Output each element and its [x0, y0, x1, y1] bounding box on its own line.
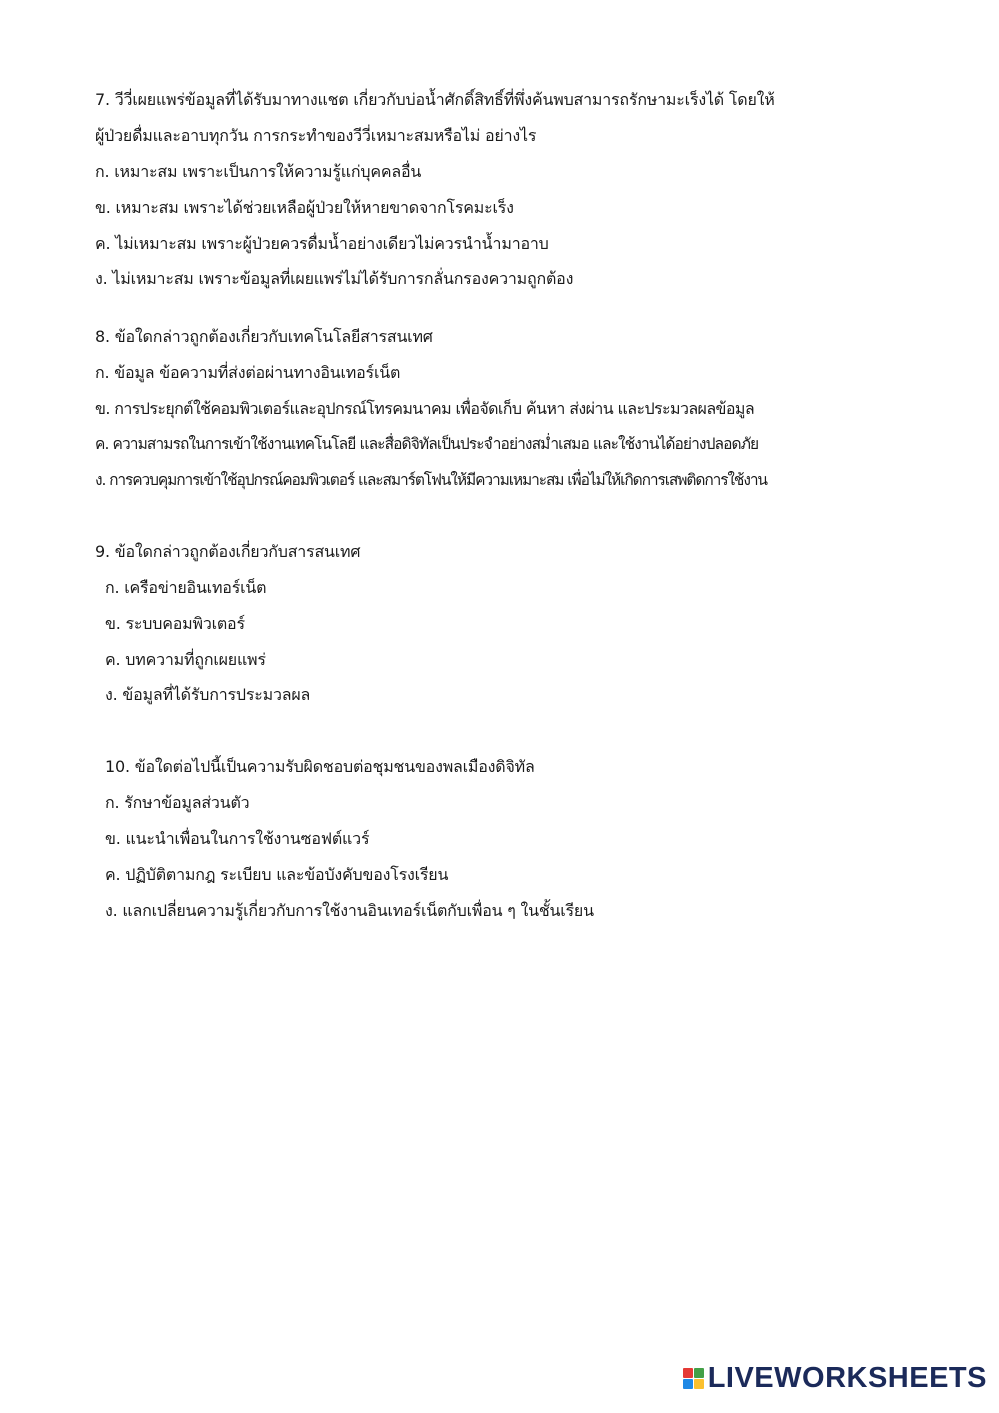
q9-option-d: ง. ข้อมูลที่ได้รับการประมวลผล	[105, 685, 311, 704]
q7-option-d: ง. ไม่เหมาะสม เพราะข้อมูลที่เผยแพร่ไม่ได้รับการกลั่นกรองความถูกต้อง	[95, 269, 574, 288]
q8-option-c: ค. ความสามรถในการเข้าใช้งานเทคโนโลยี และสื่อดิจิทัลเป็นประจำอย่างสม่ำเสมอ และใช้งานได้อย่างปลอดภัย	[95, 435, 759, 453]
q9-option-c: ค. บทความที่ถูกเผยแพร่	[105, 650, 266, 669]
q10-stem: 10. ข้อใดต่อไปนี้เป็นความรับผิดชอบต่อชุมชนของพลเมืองดิจิทัล	[105, 757, 535, 776]
q10-option-a: ก. รักษาข้อมูลส่วนตัว	[105, 793, 250, 812]
q7-stem-line2: ผู้ป่วยดื่มและอาบทุกวัน การกระทำของวีวี่เหมาะสมหรือไม่ อย่างไร	[95, 126, 537, 145]
q8-option-d: ง. การควบคุมการเข้าใช้อุปกรณ์คอมพิวเตอร์ และสมาร์ตโฟนให้มีความเหมาะสม เพื่อไม่ให้เกิดการเสพติดการใช้งาน	[95, 471, 767, 489]
q7-option-b: ข. เหมาะสม เพราะได้ช่วยเหลือผู้ป่วยให้หายขาดจากโรคมะเร็ง	[95, 198, 514, 217]
q9-stem: 9. ข้อใดกล่าวถูกต้องเกี่ยวกับสารสนเทศ	[95, 542, 361, 561]
q7-option-a: ก. เหมาะสม เพราะเป็นการให้ความรู้แก่บุคคลอื่น	[95, 162, 422, 181]
q10-option-d: ง. แลกเปลี่ยนความรู้เกี่ยวกับการใช้งานอินเทอร์เน็ตกับเพื่อน ๆ ในชั้นเรียน	[105, 901, 594, 920]
q10-option-b: ข. แนะนำเพื่อนในการใช้งานซอฟต์แวร์	[105, 829, 370, 848]
liveworksheets-brand-text: LIVEWORKSHEETS	[707, 1362, 987, 1394]
q8-option-a: ก. ข้อมูล ข้อความที่ส่งต่อผ่านทางอินเทอร์เน็ต	[95, 363, 401, 382]
q7-option-c: ค. ไม่เหมาะสม เพราะผู้ป่วยควรดื่มน้ำอย่างเดียวไม่ควรนำน้ำมาอาบ	[95, 234, 549, 253]
q7-stem-line1: 7. วีวี่เผยแพร่ข้อมูลที่ได้รับมาทางแชต เกี่ยวกับบ่อน้ำศักดิ์สิทธิ์ที่พึ่งค้นพบสามารถรักษามะเร็งได้ โดยให้	[95, 90, 775, 109]
q9-option-a: ก. เครือข่ายอินเทอร์เน็ต	[105, 578, 267, 597]
liveworksheets-logo-icon	[683, 1368, 704, 1389]
liveworksheets-logo[interactable]	[683, 1363, 987, 1393]
q10-option-c: ค. ปฏิบัติตามกฎ ระเบียบ และข้อบังคับของโรงเรียน	[105, 865, 449, 884]
q9-option-b: ข. ระบบคอมพิวเตอร์	[105, 614, 245, 633]
q8-option-b: ข. การประยุกต์ใช้คอมพิวเตอร์และอุปกรณ์โทรคมนาคม เพื่อจัดเก็บ ค้นหา ส่งผ่าน และประมวลผลข้อมูล	[95, 399, 755, 418]
q8-stem: 8. ข้อใดกล่าวถูกต้องเกี่ยวกับเทคโนโลยีสารสนเทศ	[95, 327, 433, 346]
